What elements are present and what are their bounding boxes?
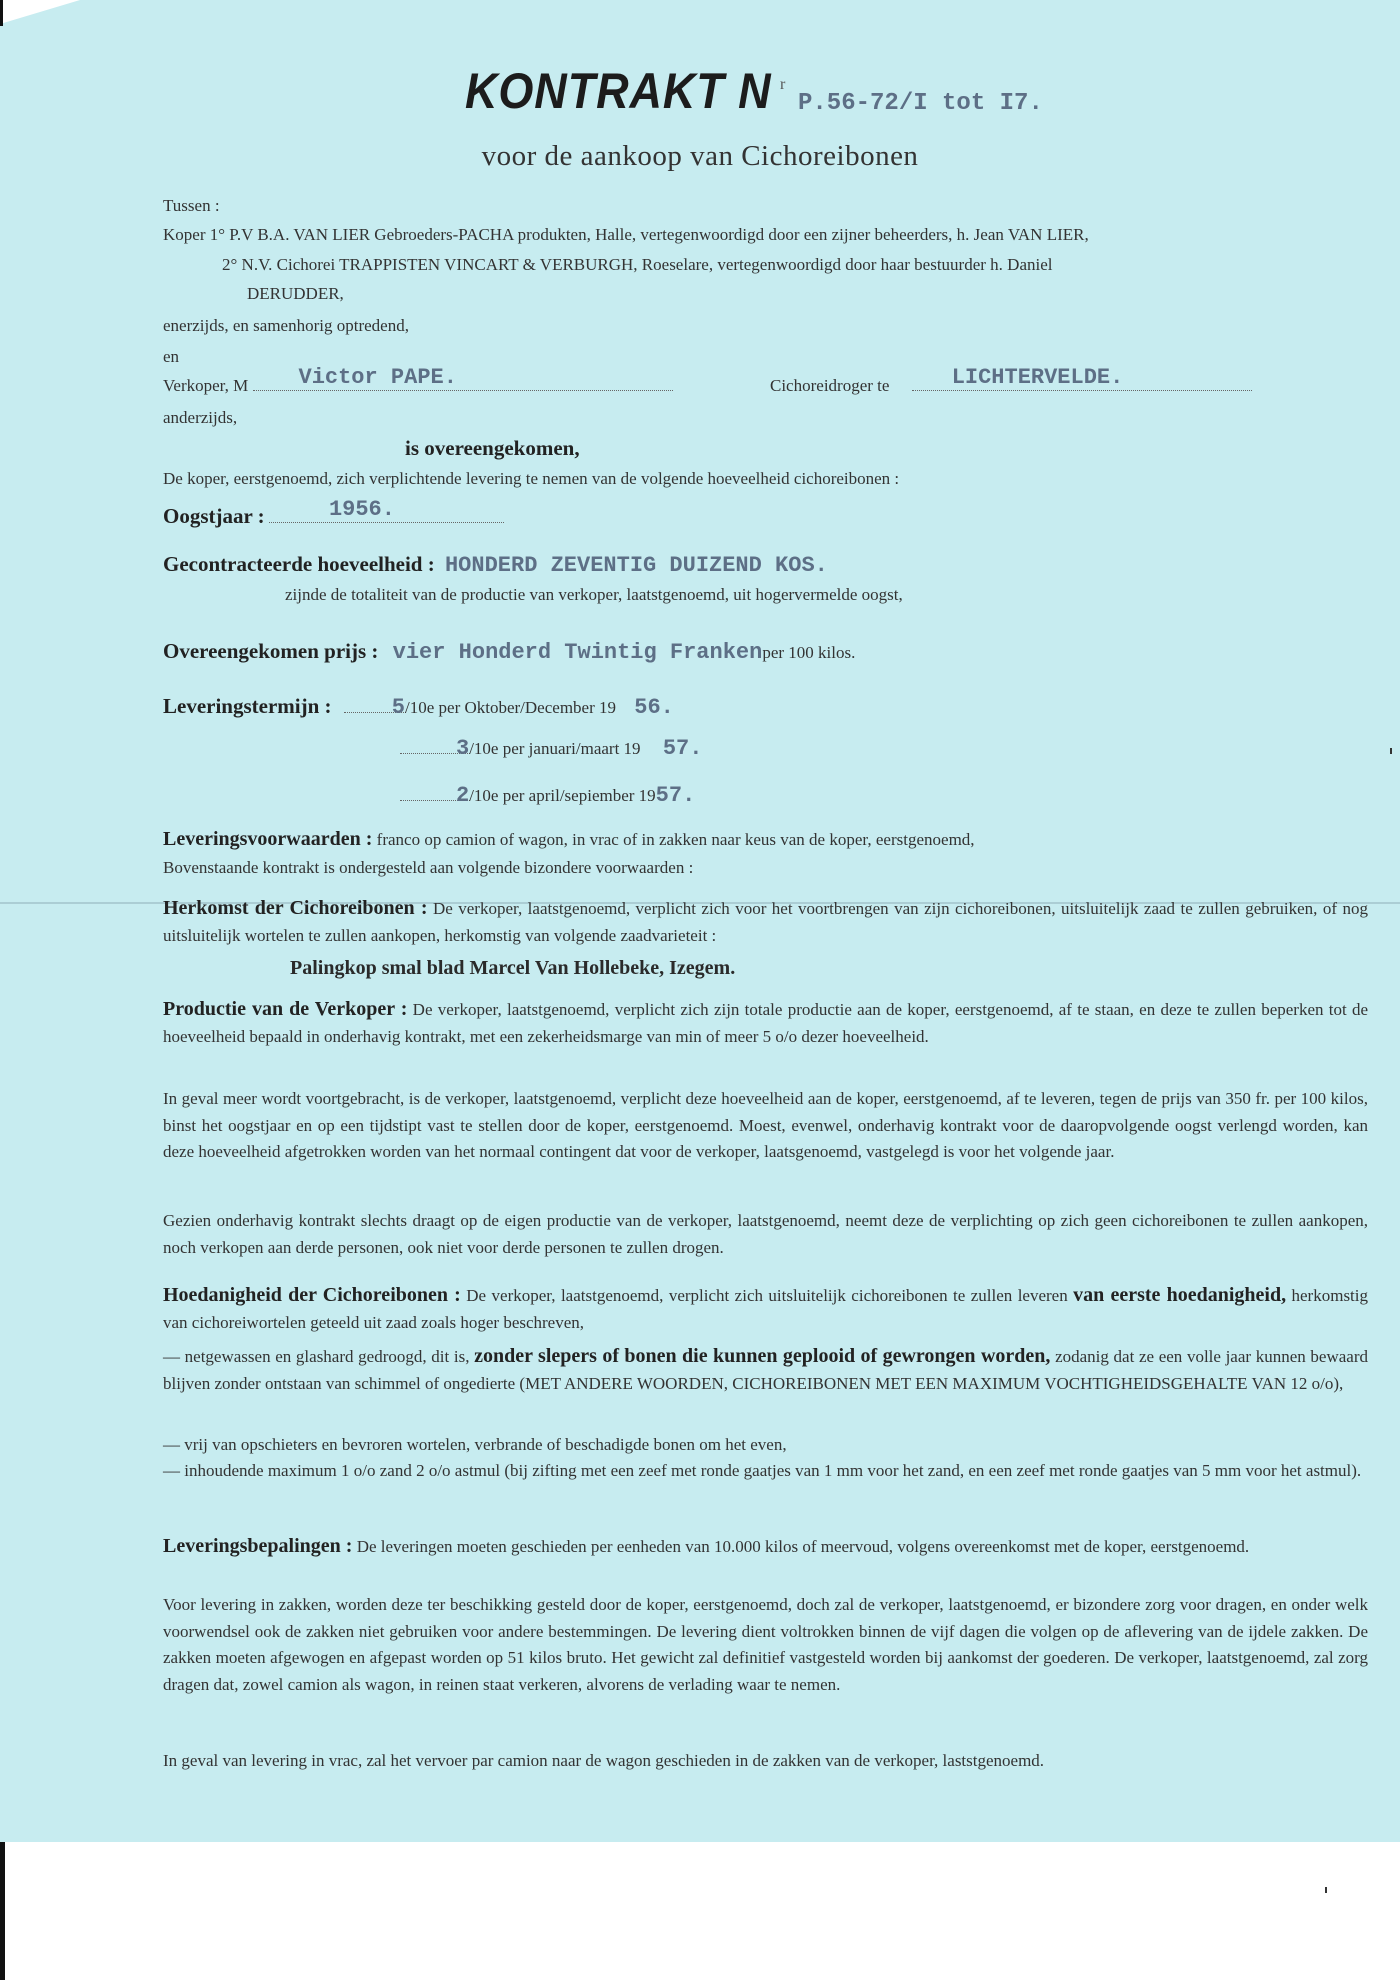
quantity-note: zijnde de totaliteit van de productie van verkoper, laatstgenoemd, uit hogervermelde oogst, [285, 585, 903, 604]
bullet-1-start: — netgewassen en glashard gedroogd, dit is, [163, 1347, 470, 1366]
delivery-provisions-text: De leveringen moeten geschieden per eenheden van 10.000 kilos of meervoud, volgens overeenkomst met de koper, eerstgenoemd. [356, 1537, 1250, 1556]
harvest-year: 1956. [328, 497, 395, 522]
harvest-row [163, 497, 504, 529]
scan-edge [0, 1842, 5, 1980]
term-year: 56. [634, 695, 674, 720]
production-paragraph-2: In geval meer wordt voortgebracht, is de verkoper, laatstgenoemd, verplicht deze hoeveelheid aan de koper, eerstgenoemd, af te leveren, tegen de prijs van 350 fr. per 100 kilos, binst het oogstjaar en op een tijdstipt vast te stellen door de koper, eerstgenoemd. Moest, evenwel, onderhavig kontrakt voor de daaropvolgende oogst verlengd worden, kan deze hoeveelheid afgetrokken worden van het normaal contingent dat voor de verkoper, laatsgenoemd, vastgelegd is voor het volgende jaar. [163, 1089, 1368, 1161]
agreement-heading: is overeengekomen, [405, 436, 580, 460]
contract-header [465, 62, 1043, 120]
seller-field [253, 365, 673, 391]
production-clause [163, 996, 1368, 1050]
delivery-term-row-1 [163, 694, 674, 720]
bullet-1-end: zodanig dat ze een volle jaar kunnen bewaard blijven zonder ontstaan van schimmel of ongedierte (MET ANDERE WOORDEN, CICHOREIBONEN MET EEN MAXIMUM VOCHTIGHEIDSGEHALTE VAN 12 o/o), [163, 1347, 1368, 1393]
dryer-row [770, 365, 1252, 396]
production-label: Productie van de Verkoper : [163, 998, 408, 1020]
quality-bullet-3: — inhoudende maximum 1 o/o zand 2 o/o astmul (bij zifting met een zeef met ronde gaatjes van 1 mm voor het zand, en een zeef met ronde gaatjes van 5 mm voor het astmul). [163, 1461, 1362, 1480]
dryer-field [912, 365, 1252, 391]
production-paragraph-3: Gezien onderhavig kontrakt slechts draagt op de eigen productie van de verkoper, laatstgenoemd, neemt deze de verplichting op zich geen cichoreibonen te zullen aankopen, noch verkopen aan derde personen, ook niet voor derde personen te zullen drogen. [163, 1211, 1368, 1257]
delivery-conditions-label: Leveringsvoorwaarden : [163, 828, 373, 850]
price-unit: per 100 kilos. [762, 643, 856, 662]
quantity-row [163, 552, 828, 578]
dryer-label: Cichoreidroger te [770, 376, 890, 395]
term-text: /10e per Oktober/December 19 [405, 698, 616, 717]
delivery-conditions-row [163, 828, 975, 851]
other-side-text: anderzijds, [163, 408, 238, 427]
delivery-term-row-3 [400, 783, 695, 808]
quality-text-2: herkomstig van cichoreiwortelen geteeld uit zaad zoals hoger beschreven, [163, 1286, 1369, 1332]
term-year: 57. [655, 783, 696, 808]
contract-subtitle: voor de aankoop van Cichoreibonen [481, 140, 919, 172]
delivery-provisions-label: Leveringsbepalingen : [163, 1535, 353, 1557]
quality-label: Hoedanigheid der Cichoreibonen : [163, 1284, 461, 1306]
and-text: en [163, 347, 180, 366]
origin-text: De verkoper, laatstgenoemd, verplicht zich voor het voortbrengen van zijn cichoreibonen, uitsluitelijk zaad te zullen gebruiken, of nog uitsluitelijk wortelen te zullen aankopen, herkomstig van volgende zaadvarieteit : [163, 899, 1368, 945]
seller-name: Victor PAPE. [298, 365, 457, 390]
seller-row [163, 365, 673, 396]
delivery-conditions-text: franco op camion of wagon, in vrac of in zakken naar keus van de koper, eerstgenoemd, [376, 830, 975, 849]
buyer-2-continued: DERUDDER, [247, 284, 344, 303]
seller-label: Verkoper, M [163, 376, 249, 395]
quality-bullet-1 [163, 1343, 1368, 1397]
special-conditions-intro: Bovenstaande kontrakt is ondergesteld aan volgende bizondere voorwaarden : [163, 858, 694, 877]
buyer-1: Koper 1° P.V B.A. VAN LIER Gebroeders-PACHA produkten, Halle, vertegenwoordigd door een zijner beheerders, h. Jean VAN LIER, [163, 225, 1089, 244]
quality-text-1: De verkoper, laatstgenoemd, verplicht zich uitsluitelijk cichoreibonen te zullen leveren [466, 1286, 1068, 1305]
buyer-2: 2° N.V. Cichorei TRAPPISTEN VINCART & VERBURGH, Roeselare, vertegenwoordigd door haar bestuurder h. Daniel [222, 255, 1053, 274]
production-text: De verkoper, laatstgenoemd, verplicht zich zijn totale productie aan de koper, eerstgenoemd, af te staan, en deze te zullen beperken tot de hoeveelheid bepaald in onderhavig kontrakt, met een zekerheidsmarge van min of meer 5 o/o dezer hoeveelheid. [163, 1000, 1369, 1046]
term-year: 57. [662, 736, 703, 761]
term-text: /10e per april/sepiember 19 [469, 786, 656, 805]
harvest-label: Oogstjaar : [163, 504, 265, 528]
origin-clause [163, 895, 1368, 949]
delivery-provisions-clause [163, 1533, 1368, 1561]
price-value: vier Honderd Twintig Franken [392, 640, 763, 665]
quantity-value: HONDERD ZEVENTIG DUIZEND KOS. [444, 553, 828, 578]
paper-speck [1325, 1887, 1327, 1893]
agreement-intro: De koper, eerstgenoemd, zich verplichtende levering te nemen van de volgende hoeveelheid cichoreibonen : [163, 469, 900, 488]
seed-variety: Palingkop smal blad Marcel Van Hollebeke, Izegem. [290, 957, 736, 979]
quality-clause [163, 1282, 1368, 1336]
delivery-provisions-paragraph-2: Voor levering in zakken, worden deze ter beschikking gesteld door de koper, eerstgenoemd, doch zal de verkoper, laatstgenoemd, er bizondere zorg voor dragen, en onder welk voorwendsel ook de zakken niet gebruiken voor andere bestemmingen. De levering dient voltrokken binnen de vijf dagen die volgen op de aflevering van de ijdele zakken. De zakken moeten afgewogen en afgepast worden op 51 kilos bruto. Het gewicht zal definitief vastgesteld worden bij aankomst der goederen. De verkoper, laatstgenoemd, zal zorg dragen dat, zowel camion als wagon, in reinen staat verkeren, alvorens de verlading waar te nemen. [163, 1595, 1368, 1694]
contract-title: KONTRAKT N [465, 63, 772, 119]
parties-intro: Tussen : [163, 196, 220, 215]
bullet-1-bold: zonder slepers of bonen die kunnen geplooid of gewrongen worden, [474, 1345, 1051, 1367]
fraction-value: 3 [456, 736, 470, 761]
term-text: /10e per januari/maart 19 [469, 739, 641, 758]
fraction-value: 2 [456, 783, 470, 808]
delivery-provisions-paragraph-3: In geval van levering in vrac, zal het vervoer par camion naar de wagon geschieden in de zakken van de verkoper, laststgenoemd. [163, 1751, 1045, 1770]
paper-speck [1390, 748, 1392, 754]
fraction-value: 5 [391, 695, 405, 720]
quality-bullet-2: — vrij van opschieters en bevroren wortelen, verbrande of beschadigde bonen om het even, [163, 1435, 787, 1454]
dryer-location: LICHTERVELDE. [951, 365, 1124, 390]
origin-label: Herkomst der Cichoreibonen : [163, 897, 428, 919]
delivery-term-row-2 [400, 736, 702, 761]
contract-number: P.56-72/I tot I7. [798, 90, 1043, 117]
price-row [163, 639, 855, 665]
harvest-field [269, 497, 504, 523]
price-label: Overeengekomen prijs : [163, 639, 379, 663]
quality-first-grade: van eerste hoedanigheid, [1073, 1284, 1287, 1306]
title-superscript: r [780, 76, 786, 93]
quantity-label: Gecontracteerde hoeveelheid : [163, 552, 435, 576]
delivery-term-label: Leveringstermijn : [163, 694, 332, 718]
folded-corner [0, 0, 80, 24]
scan-edge [0, 0, 3, 26]
joint-clause: enerzijds, en samenhorig optredend, [163, 316, 409, 335]
